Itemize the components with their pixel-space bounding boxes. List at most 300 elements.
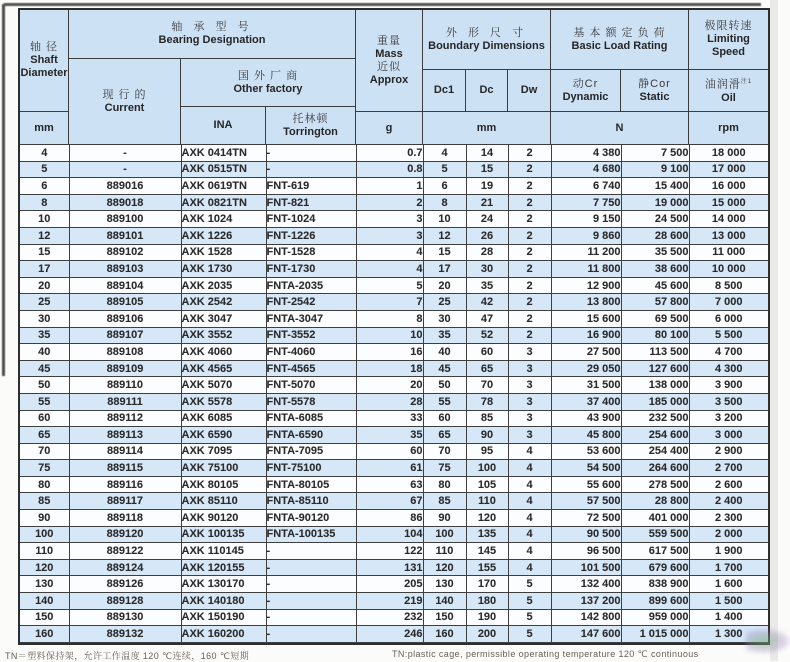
cell: 205 <box>356 576 423 593</box>
cell: 55 <box>423 393 466 410</box>
cell: 617 500 <box>621 543 689 560</box>
cell: 889105 <box>69 294 181 311</box>
cell: 838 900 <box>621 576 689 593</box>
cell: 13 800 <box>551 294 621 311</box>
cell: 899 600 <box>621 593 689 610</box>
cell: 264 600 <box>621 460 689 477</box>
cell: 142 800 <box>551 609 621 626</box>
cell: 120 <box>466 510 508 527</box>
table-row <box>20 277 768 294</box>
cell: 96 500 <box>551 543 621 560</box>
header-unit-rpm: rpm <box>689 112 768 145</box>
table-row <box>20 510 768 527</box>
cell: 4 <box>508 493 551 510</box>
table-body <box>20 145 768 642</box>
cell: 889112 <box>69 410 181 427</box>
cell: 3 <box>356 227 423 244</box>
cell: 3 <box>508 410 551 427</box>
cell: 100 <box>20 526 69 543</box>
cell: 75 <box>423 460 466 477</box>
cell: 113 500 <box>621 344 689 361</box>
cell: 889101 <box>69 227 181 244</box>
cell: 889120 <box>69 526 181 543</box>
cell: 889018 <box>69 194 181 211</box>
cell: FNT-619 <box>266 178 356 195</box>
cell: 35 <box>466 277 508 294</box>
cell: AXK 1024 <box>181 211 266 228</box>
cell: FNT-4565 <box>266 360 356 377</box>
cell: 1 300 <box>689 626 768 643</box>
cell: 155 <box>466 559 508 576</box>
bearing-label-en: Bearing Designation <box>158 34 266 46</box>
torrington-label-zh: 托林顿 <box>292 112 329 125</box>
table-header <box>20 10 768 145</box>
cell: AXK 90120 <box>181 510 266 527</box>
cell: 3 500 <box>689 393 768 410</box>
load-label-zh: 基 本 额 定 负 荷 <box>573 26 666 39</box>
oil-footnote-marker: 注1 <box>740 79 753 86</box>
cell: 12 900 <box>551 277 621 294</box>
header-dc: Dc <box>466 70 508 112</box>
cell: 145 <box>466 543 508 560</box>
mass-label-zh2: 近似 <box>377 60 401 73</box>
current-label-en: Current <box>104 101 145 114</box>
cell: 5 <box>356 277 423 294</box>
table-row <box>20 559 768 576</box>
cell: 120 <box>423 559 466 576</box>
cell: FNT-4060 <box>266 344 356 361</box>
cell: 17 <box>20 261 69 278</box>
cell: 6 740 <box>551 178 621 195</box>
cell: 85 <box>466 410 508 427</box>
cell: 78 <box>466 393 508 410</box>
cell: 5 <box>508 576 551 593</box>
cell: AXK 1528 <box>181 244 266 261</box>
page-edge-shadow <box>770 0 778 661</box>
cell: 28 <box>466 244 508 261</box>
header-dc1: Dc1 <box>423 70 466 112</box>
cell: AXK 0515TN <box>181 161 266 178</box>
cell: 57 500 <box>551 493 621 510</box>
table-row <box>20 393 768 410</box>
cell: 18 000 <box>689 145 768 161</box>
cell: 5 <box>508 609 551 626</box>
cell: 17 000 <box>689 161 768 178</box>
cell: FNT-1730 <box>266 261 356 278</box>
cell: 16 900 <box>551 327 621 344</box>
cell: AXK 4060 <box>181 344 266 361</box>
cell: 110 <box>423 543 466 560</box>
cell: 50 <box>423 377 466 394</box>
cell: 7 000 <box>689 294 768 311</box>
cell: 889104 <box>69 277 181 294</box>
table-row <box>20 626 768 643</box>
cell: 190 <box>466 609 508 626</box>
cell: - <box>266 161 356 178</box>
cell: 55 600 <box>551 476 621 493</box>
cell: 90 500 <box>551 526 621 543</box>
cell: 2 000 <box>689 526 768 543</box>
cell: 100 <box>423 526 466 543</box>
shaft-label-en1: Shaft <box>30 54 58 66</box>
cell: 150 <box>20 609 69 626</box>
cell: 147 600 <box>551 626 621 643</box>
cell: 6 000 <box>689 310 768 327</box>
cell: 86 <box>356 510 423 527</box>
cell: 889100 <box>69 211 181 228</box>
cell: AXK 75100 <box>181 460 266 477</box>
cell: FNT-2542 <box>266 294 356 311</box>
dynamic-label-en: Dynamic <box>562 90 609 103</box>
cell: 35 500 <box>621 244 689 261</box>
mass-label-zh1: 重量 <box>377 34 401 47</box>
other-factory-label-zh: 国 外 厂 商 <box>237 69 299 82</box>
cell: 85 <box>20 493 69 510</box>
cell: 30 <box>20 310 69 327</box>
cell: 10 000 <box>689 261 768 278</box>
table-row <box>20 609 768 626</box>
shaft-label-en2: Diameter <box>20 67 68 79</box>
cell: 19 000 <box>621 194 689 211</box>
cell: 127 600 <box>621 360 689 377</box>
cell: 2 <box>508 178 551 195</box>
header-unit-mm-dims: mm <box>423 112 551 145</box>
cell: AXK 4565 <box>181 360 266 377</box>
table-row <box>20 377 768 394</box>
current-label-zh: 现 行 的 <box>102 88 147 101</box>
cell: 54 500 <box>551 460 621 477</box>
header-other-factory <box>181 59 356 107</box>
cell: 72 500 <box>551 510 621 527</box>
cell: 0.7 <box>356 145 423 161</box>
cell: 3 <box>508 377 551 394</box>
cell: AXK 3047 <box>181 310 266 327</box>
bearing-table <box>18 8 770 645</box>
cell: 35 <box>356 427 423 444</box>
cell: 559 500 <box>621 526 689 543</box>
cell: AXK 6085 <box>181 410 266 427</box>
cell: 889110 <box>69 377 181 394</box>
cell: 889108 <box>69 344 181 361</box>
cell: 122 <box>356 543 423 560</box>
cell: 4 <box>508 476 551 493</box>
cell: 219 <box>356 593 423 610</box>
cell: 15 <box>20 244 69 261</box>
header-bearing-designation <box>69 10 356 59</box>
oil-label-zh: 油润滑$^{注1}$ <box>704 78 753 91</box>
cell: 2 <box>508 261 551 278</box>
cell: 5 <box>508 593 551 610</box>
table-row <box>20 194 768 211</box>
cell: 889113 <box>69 427 181 444</box>
cell: 45 600 <box>621 277 689 294</box>
cell: 24 500 <box>621 211 689 228</box>
cell: 17 <box>423 261 466 278</box>
cell: 130 <box>423 576 466 593</box>
cell: 4 <box>508 526 551 543</box>
cell: 889126 <box>69 576 181 593</box>
cell: 7 750 <box>551 194 621 211</box>
cell: 13 000 <box>689 227 768 244</box>
cell: AXK 150190 <box>181 609 266 626</box>
table-row <box>20 576 768 593</box>
header-limiting-speed <box>689 10 768 70</box>
cell: 55 <box>20 393 69 410</box>
cell: 105 <box>466 476 508 493</box>
cell: 25 <box>423 294 466 311</box>
cell: 7 500 <box>621 145 689 161</box>
cell: 80 <box>20 476 69 493</box>
cell: 889118 <box>69 510 181 527</box>
ina-label: INA <box>213 119 233 131</box>
header-dw: Dw <box>508 70 551 112</box>
cell: 31 500 <box>551 377 621 394</box>
cell: 60 <box>466 344 508 361</box>
table-row <box>20 227 768 244</box>
cell: 45 <box>423 360 466 377</box>
cell: 21 <box>466 194 508 211</box>
cell: 15 <box>423 244 466 261</box>
cell: 61 <box>356 460 423 477</box>
cell: 4 <box>423 145 466 161</box>
cell: 80 <box>423 476 466 493</box>
cell: AXK 130170 <box>181 576 266 593</box>
cell: 104 <box>356 526 423 543</box>
cell: 1 <box>356 178 423 195</box>
cell: 9 150 <box>551 211 621 228</box>
scan-smudge <box>746 629 790 653</box>
cell: 100 <box>466 460 508 477</box>
static-label-zh: 静Cor <box>638 77 671 90</box>
cell: 140 <box>423 593 466 610</box>
cell: 200 <box>466 626 508 643</box>
footnote-left: TN＝塑料保持架，允许工作温度 120 ℃连续，160 ℃短期 <box>5 651 250 661</box>
cell: 110 <box>20 543 69 560</box>
cell: 42 <box>466 294 508 311</box>
cell: 246 <box>356 626 423 643</box>
cell: 12 <box>20 227 69 244</box>
cell: 90 <box>466 427 508 444</box>
cell: 110 <box>466 493 508 510</box>
cell: FNT-1024 <box>266 211 356 228</box>
cell: 50 <box>20 377 69 394</box>
table-row <box>20 526 768 543</box>
cell: 3 <box>356 211 423 228</box>
cell: 35 <box>20 327 69 344</box>
cell: 6 <box>423 178 466 195</box>
cell: 254 600 <box>621 427 689 444</box>
cell: AXK 0414TN <box>181 145 266 161</box>
cell: - <box>69 161 181 178</box>
cell: 135 <box>466 526 508 543</box>
header-oil-lubrication <box>689 70 768 112</box>
cell: 30 <box>423 310 466 327</box>
cell: 4 700 <box>689 344 768 361</box>
table-row <box>20 443 768 460</box>
cell: 20 <box>20 277 69 294</box>
cell: 45 800 <box>551 427 621 444</box>
cell: 4 300 <box>689 360 768 377</box>
cell: - <box>266 576 356 593</box>
header-unit-n: N <box>551 112 689 145</box>
cell: 8 <box>423 194 466 211</box>
cell: 40 <box>423 344 466 361</box>
cell: 131 <box>356 559 423 576</box>
other-factory-label-en: Other factory <box>233 82 303 95</box>
cell: 4 380 <box>551 145 621 161</box>
cell: 3 <box>508 360 551 377</box>
cell: 2 <box>508 194 551 211</box>
cell: 160 <box>423 626 466 643</box>
cell: 14 000 <box>689 211 768 228</box>
cell: 2 <box>508 145 551 161</box>
cell: 60 <box>423 410 466 427</box>
cell: 889106 <box>69 310 181 327</box>
cell: 2 700 <box>689 460 768 477</box>
cell: 3 900 <box>689 377 768 394</box>
cell: FNTA-6590 <box>266 427 356 444</box>
cell: 254 400 <box>621 443 689 460</box>
cell: FNTA-85110 <box>266 493 356 510</box>
table-row <box>20 211 768 228</box>
cell: 60 <box>20 410 69 427</box>
table-row <box>20 543 768 560</box>
cell: 2 300 <box>689 510 768 527</box>
cell: FNTA-90120 <box>266 510 356 527</box>
cell: - <box>69 145 181 161</box>
cell: 70 <box>466 377 508 394</box>
cell: 2 900 <box>689 443 768 460</box>
cell: 180 <box>466 593 508 610</box>
cell: 85 <box>423 493 466 510</box>
cell: 889016 <box>69 178 181 195</box>
cell: 4 <box>508 443 551 460</box>
cell: 40 <box>20 344 69 361</box>
cell: 12 <box>423 227 466 244</box>
cell: 4 <box>356 244 423 261</box>
header-unit-g: g <box>356 112 423 145</box>
cell: 889102 <box>69 244 181 261</box>
cell: 4 <box>508 559 551 576</box>
cell: 889122 <box>69 543 181 560</box>
cell: 3 <box>508 344 551 361</box>
table-row <box>20 460 768 477</box>
cell: 16 000 <box>689 178 768 195</box>
cell: 69 500 <box>621 310 689 327</box>
cell: 889109 <box>69 360 181 377</box>
table-row <box>20 493 768 510</box>
cell: 7 <box>356 294 423 311</box>
cell: AXK 110145 <box>181 543 266 560</box>
cell: AXK 2035 <box>181 277 266 294</box>
cell: 3 200 <box>689 410 768 427</box>
mass-label-en2: Approx <box>369 73 409 86</box>
cell: 4 <box>508 543 551 560</box>
table-row <box>20 410 768 427</box>
cell: 889124 <box>69 559 181 576</box>
cell: 63 <box>356 476 423 493</box>
table-row <box>20 327 768 344</box>
cell: 401 000 <box>621 510 689 527</box>
cell: AXK 1226 <box>181 227 266 244</box>
header-ina <box>181 107 266 145</box>
cell: 1 400 <box>689 609 768 626</box>
cell: 2 <box>508 294 551 311</box>
cell: - <box>266 543 356 560</box>
cell: 14 <box>466 145 508 161</box>
cell: FNTA-80105 <box>266 476 356 493</box>
cell: AXK 2542 <box>181 294 266 311</box>
header-mass <box>356 10 423 112</box>
cell: AXK 6590 <box>181 427 266 444</box>
speed-label-zh: 极限转速 <box>704 20 753 32</box>
cell: 3 <box>508 393 551 410</box>
cell: 185 000 <box>621 393 689 410</box>
cell: 140 <box>20 593 69 610</box>
cell: FNTA-7095 <box>266 443 356 460</box>
cell: - <box>266 559 356 576</box>
cell: AXK 3552 <box>181 327 266 344</box>
cell: 5 <box>20 161 69 178</box>
cell: FNT-5578 <box>266 393 356 410</box>
cell: 2 <box>508 244 551 261</box>
scan-edge-left <box>2 4 5 376</box>
cell: 15 400 <box>621 178 689 195</box>
table-row <box>20 593 768 610</box>
cell: FNTA-100135 <box>266 526 356 543</box>
cell: 889115 <box>69 460 181 477</box>
cell: 4 <box>508 460 551 477</box>
cell: AXK 120155 <box>181 559 266 576</box>
cell: FNTA-6085 <box>266 410 356 427</box>
cell: 65 <box>423 427 466 444</box>
header-unit-mm-shaft: mm <box>20 112 69 145</box>
cell: 889114 <box>69 443 181 460</box>
table-row <box>20 427 768 444</box>
table-row <box>20 360 768 377</box>
cell: 24 <box>466 211 508 228</box>
table-row <box>20 310 768 327</box>
cell: - <box>266 145 356 161</box>
cell: 1 500 <box>689 593 768 610</box>
cell: 2 <box>508 211 551 228</box>
cell: 889116 <box>69 476 181 493</box>
cell: 889117 <box>69 493 181 510</box>
speed-label-en2: Speed <box>711 46 745 58</box>
cell: 90 <box>20 510 69 527</box>
table-row <box>20 261 768 278</box>
load-label-en: Basic Load Rating <box>571 39 668 52</box>
cell: 28 600 <box>621 227 689 244</box>
cell: 95 <box>466 443 508 460</box>
cell: 889130 <box>69 609 181 626</box>
cell: 15 <box>466 161 508 178</box>
cell: AXK 5578 <box>181 393 266 410</box>
cell: 679 600 <box>621 559 689 576</box>
cell: 2 400 <box>689 493 768 510</box>
cell: 278 500 <box>621 476 689 493</box>
cell: 47 <box>466 310 508 327</box>
cell: 29 050 <box>551 360 621 377</box>
cell: FNT-3552 <box>266 327 356 344</box>
cell: 80 100 <box>621 327 689 344</box>
cell: 18 <box>356 360 423 377</box>
cell: 20 <box>356 377 423 394</box>
cell: FNTA-3047 <box>266 310 356 327</box>
cell: 10 <box>356 327 423 344</box>
cell: FNTA-2035 <box>266 277 356 294</box>
cell: 1 700 <box>689 559 768 576</box>
